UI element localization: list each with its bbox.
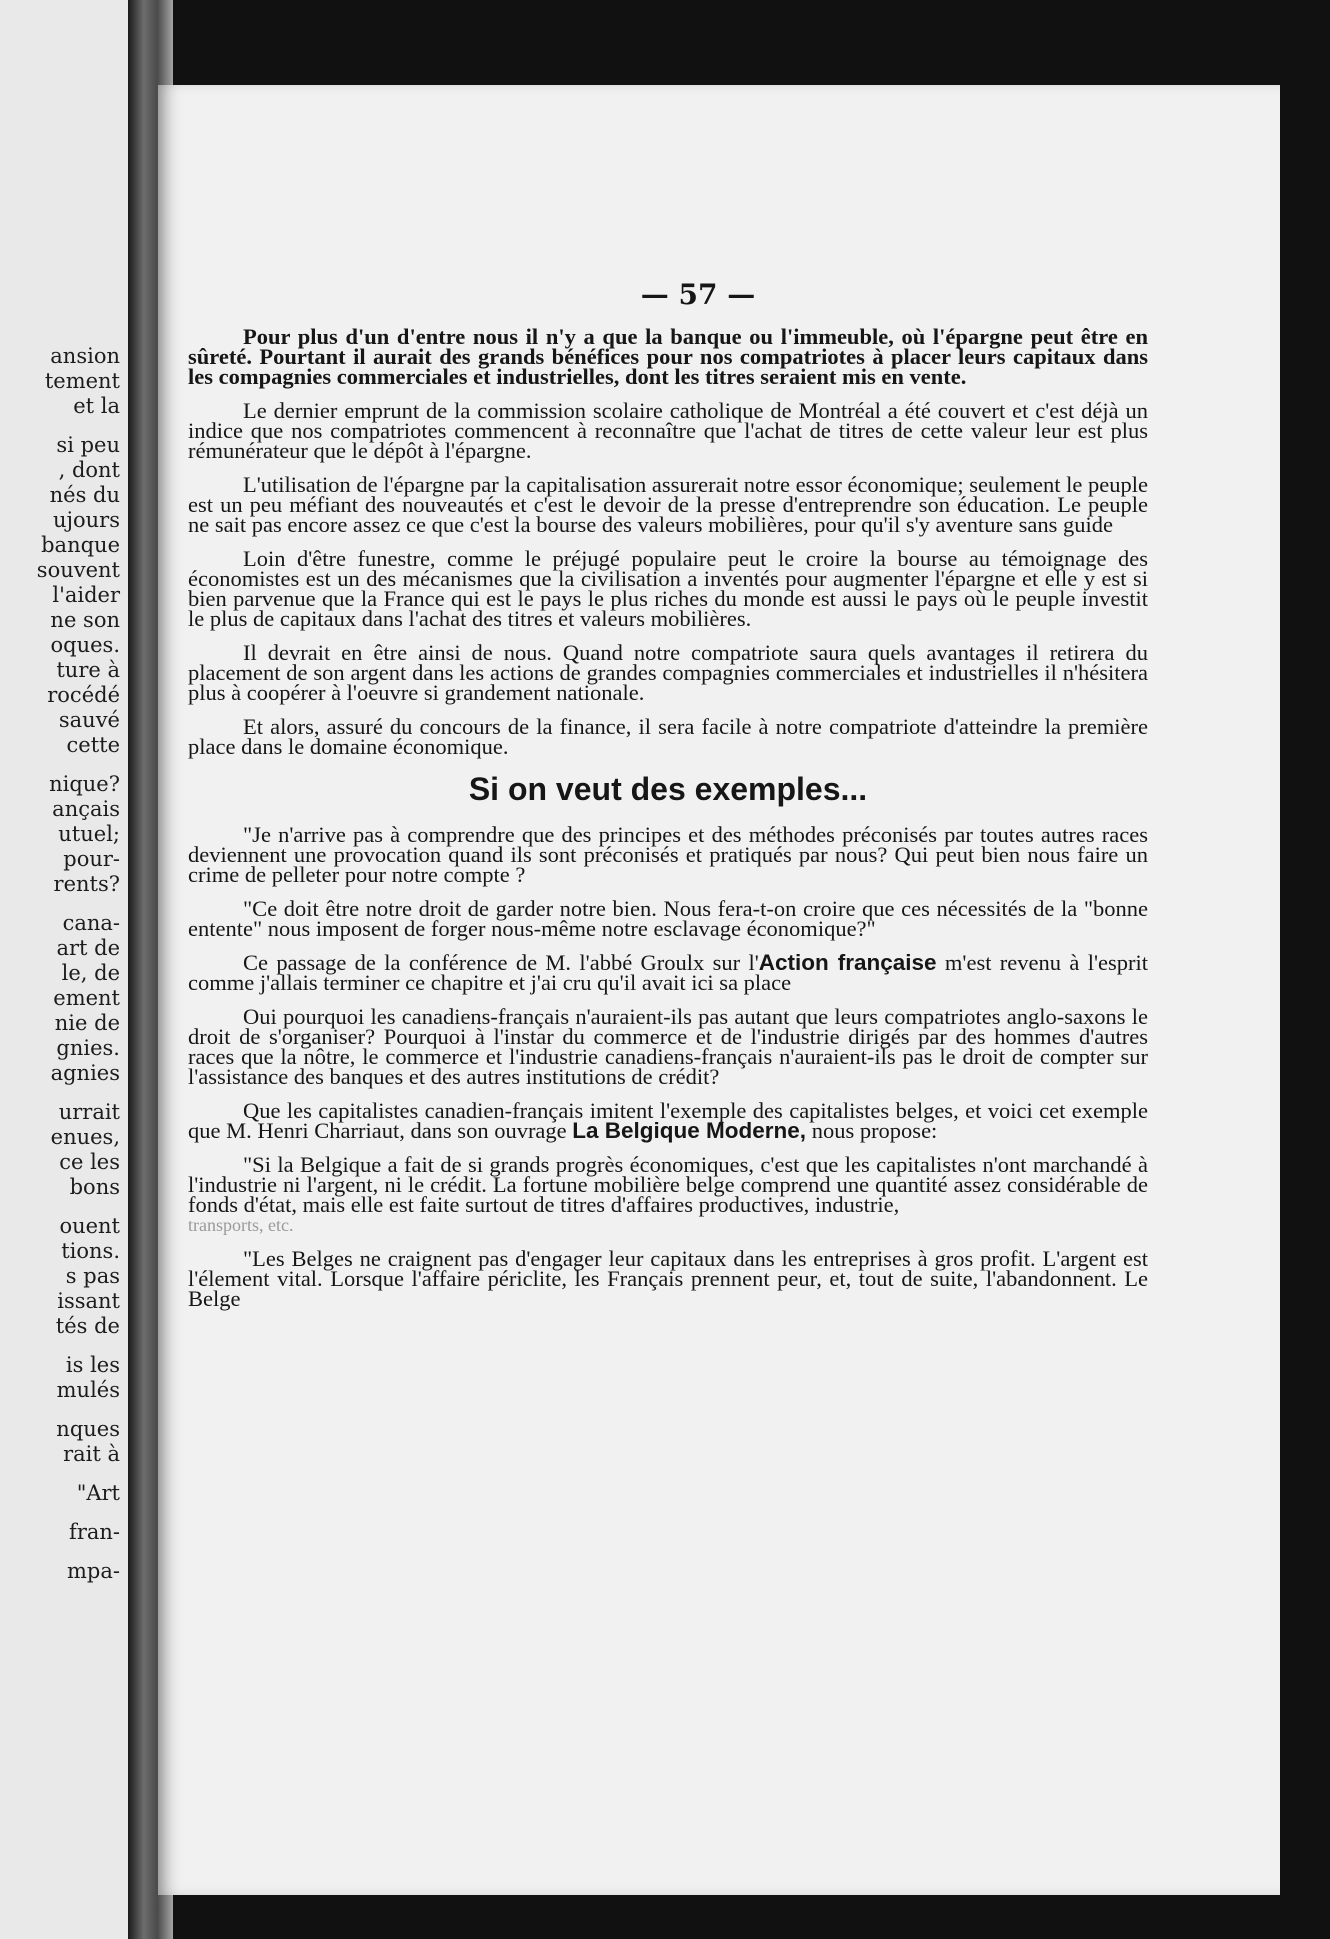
facing-page-line <box>0 1086 120 1100</box>
paragraph: Et alors, assuré du concours de la finance, il sera facile à notre compatriote d'atteindre la première place dans le domaine économique. <box>188 714 1148 759</box>
faded-line: transports, etc. <box>188 1215 294 1235</box>
facing-page-line <box>0 1506 120 1520</box>
facing-page-line: banque <box>41 533 120 557</box>
page-number: — 57 — <box>640 278 756 311</box>
facing-page-line: tés de <box>55 1314 120 1338</box>
facing-page-line: cette <box>66 733 120 757</box>
facing-page-line: bons <box>69 1175 120 1199</box>
facing-page-line: cana- <box>62 911 120 935</box>
facing-page-line: fran- <box>69 1520 120 1544</box>
quote-paragraph: "Les Belges ne craignent pas d'engager leur capitaux dans les entreprises à gros profit. L'argent est l'élement vital. Lorsque l'affaire périclite, les Français prennent peur, et, tout de suite, l'abandonnent. Le Belge <box>188 1246 1148 1311</box>
facing-page-line <box>0 1545 120 1559</box>
facing-page-line: ture à <box>56 658 120 682</box>
paragraph: Pour plus d'un d'entre nous il n'y a que la banque ou l'immeuble, où l'épargne peut être en sûreté. Pourtant il aurait des grands bénéfices pour nos compatriotes à placer leurs capitaux dans les compagnies commerciales et industrielles, dont les titres seraient mis en vente. <box>188 324 1148 389</box>
page-body <box>188 278 1148 1323</box>
facing-page-line: ement <box>53 986 120 1010</box>
facing-page-line: agnies <box>50 1061 120 1085</box>
facing-page-line: sauvé <box>58 708 120 732</box>
paragraph: Il devrait en être ainsi de nous. Quand notre compatriote saura quels avantages il retirera du placement de son argent dans les actions de grandes compagnies commerciales et industrielles il n'hésitera plus à coopérer à l'oeuvre si grandement nationale. <box>188 640 1148 705</box>
facing-page-line: ujours <box>52 508 120 532</box>
paragraph: Le dernier emprunt de la commission scolaire catholique de Montréal a été couvert et c'est déjà un indice que nos compatriotes commencent à reconnaître que l'achat de titres de cette valeur leur est plus rémunérateur que le dépôt à l'épargne. <box>188 398 1148 463</box>
facing-page-line: rents? <box>53 872 120 896</box>
facing-page-line: is les <box>65 1353 120 1377</box>
facing-page-text-fragments <box>0 344 120 1584</box>
facing-page-line: ançais <box>52 797 120 821</box>
quote-paragraph: "Ce doit être notre droit de garder notre bien. Nous fera-t-on croire que ces nécessités de la "bonne entente" nous imposent de forger nous-même notre esclavage économique?" <box>188 896 1148 941</box>
facing-page-line: ne son <box>50 608 120 632</box>
facing-page-line: mpa- <box>67 1559 120 1583</box>
facing-page-line: enues, <box>50 1125 120 1149</box>
facing-page-line: nés du <box>49 483 120 507</box>
facing-page-line <box>0 758 120 772</box>
bold-title: La Belgique Moderne, <box>572 1118 807 1143</box>
facing-page-line: l'aider <box>52 583 120 607</box>
facing-page-line <box>0 1403 120 1417</box>
facing-page-line: tement <box>44 369 120 393</box>
paragraph <box>188 1098 1148 1143</box>
facing-page-line: mulés <box>56 1378 120 1402</box>
text-run: nous propose: <box>806 1118 938 1143</box>
facing-page-line: s pas <box>65 1264 120 1288</box>
facing-page-line <box>0 1467 120 1481</box>
book-page <box>158 85 1280 1895</box>
facing-page-line: urrait <box>58 1100 120 1124</box>
facing-page-line <box>0 897 120 911</box>
section-heading: Si on veut des exemples... <box>468 771 868 807</box>
facing-page-line: tions. <box>61 1239 120 1263</box>
facing-page-line <box>0 1339 120 1353</box>
text-run: Ce passage de la conférence de M. l'abbé Groulx sur l' <box>243 950 759 975</box>
facing-page-line: rocédé <box>47 683 120 707</box>
text-run: m'est revenu à l'esprit comme j'allais terminer ce chapitre et j'ai cru qu'il avait ici sa place <box>188 950 1148 995</box>
facing-page-line: pour- <box>63 847 120 871</box>
text-run: Que les capitalistes canadien-français imitent l'exemple des capitalistes belges, et voici cet exemple que M. Henri Charriaut, dans son ouvrage <box>188 1098 1148 1143</box>
paragraph: L'utilisation de l'épargne par la capitalisation assurerait notre essor économique; seulement le peuple est un peu méfiant des nouveautés et c'est le devoir de la presse d'entreprendre son éducation. Le peuple ne sait pas encore assez ce que c'est la bourse des valeurs mobilières, pour qu'il s'y aventure sans guide <box>188 472 1148 537</box>
quote-paragraph: "Je n'arrive pas à comprendre que des principes et des méthodes préconisés par toutes autres races deviennent une provocation quand ils sont préconisés et pratiqués par nous? Qui peut bien nous faire un crime de pelleter pour notre compte ? <box>188 822 1148 887</box>
facing-page-line: gnies. <box>56 1036 120 1060</box>
bold-title: Action française <box>758 950 937 975</box>
facing-page-line: art de <box>56 936 120 960</box>
facing-page-line: issant <box>57 1289 120 1313</box>
facing-page-line: rait à <box>63 1442 120 1466</box>
quote-paragraph: "Si la Belgique a fait de si grands progrès économiques, c'est que les capitalistes n'ont marchandé à l'industrie ni l'argent, ni le crédit. La fortune mobilière belge comprend une quantité assez considérable de fonds d'état, mais elle est faite surtout de titres d'affaires productives, industrie, <box>188 1152 1148 1217</box>
paragraph: Oui pourquoi les canadiens-français n'auraient-ils pas autant que leurs compatriotes anglo-saxons le droit de s'organiser? Pourquoi à l'instar du commerce et de l'industrie dirigés par des hommes d'autres races que la nôtre, le commerce et l'industrie canadiens-français n'auraient-ils pas le droit de compter sur l'assistance des banques et des autres institutions de crédit? <box>188 1004 1148 1089</box>
facing-page-line: ce les <box>59 1150 120 1174</box>
facing-page-line: le, de <box>61 961 120 985</box>
facing-page-line: ouent <box>59 1214 120 1238</box>
facing-page-line: nique? <box>49 772 120 796</box>
facing-page-line <box>0 419 120 433</box>
facing-page-line: souvent <box>36 558 120 582</box>
facing-page-line <box>0 1200 120 1214</box>
facing-page-line: ansion <box>50 344 120 368</box>
paragraph: Loin d'être funestre, comme le préjugé populaire peut le croire la bourse au témoignage des économistes est un des mécanismes que la civilisation a inventés pour augmenter l'épargne et elle y est si bien parvenue que la France qui est le pays le plus riches du monde est aussi le pays où le peuple investit le plus de capitaux dans l'achat des titres et valeurs mobilières. <box>188 546 1148 631</box>
facing-page-line: , dont <box>58 458 120 482</box>
facing-page-line: utuel; <box>58 822 120 846</box>
facing-page-line: si peu <box>56 433 120 457</box>
facing-page-line: "Art <box>76 1481 120 1505</box>
facing-page-line: nie de <box>54 1011 120 1035</box>
facing-page-line: oques. <box>50 633 120 657</box>
facing-page-line: et la <box>73 394 120 418</box>
paragraph <box>188 950 1148 995</box>
facing-page-line: nques <box>56 1417 120 1441</box>
